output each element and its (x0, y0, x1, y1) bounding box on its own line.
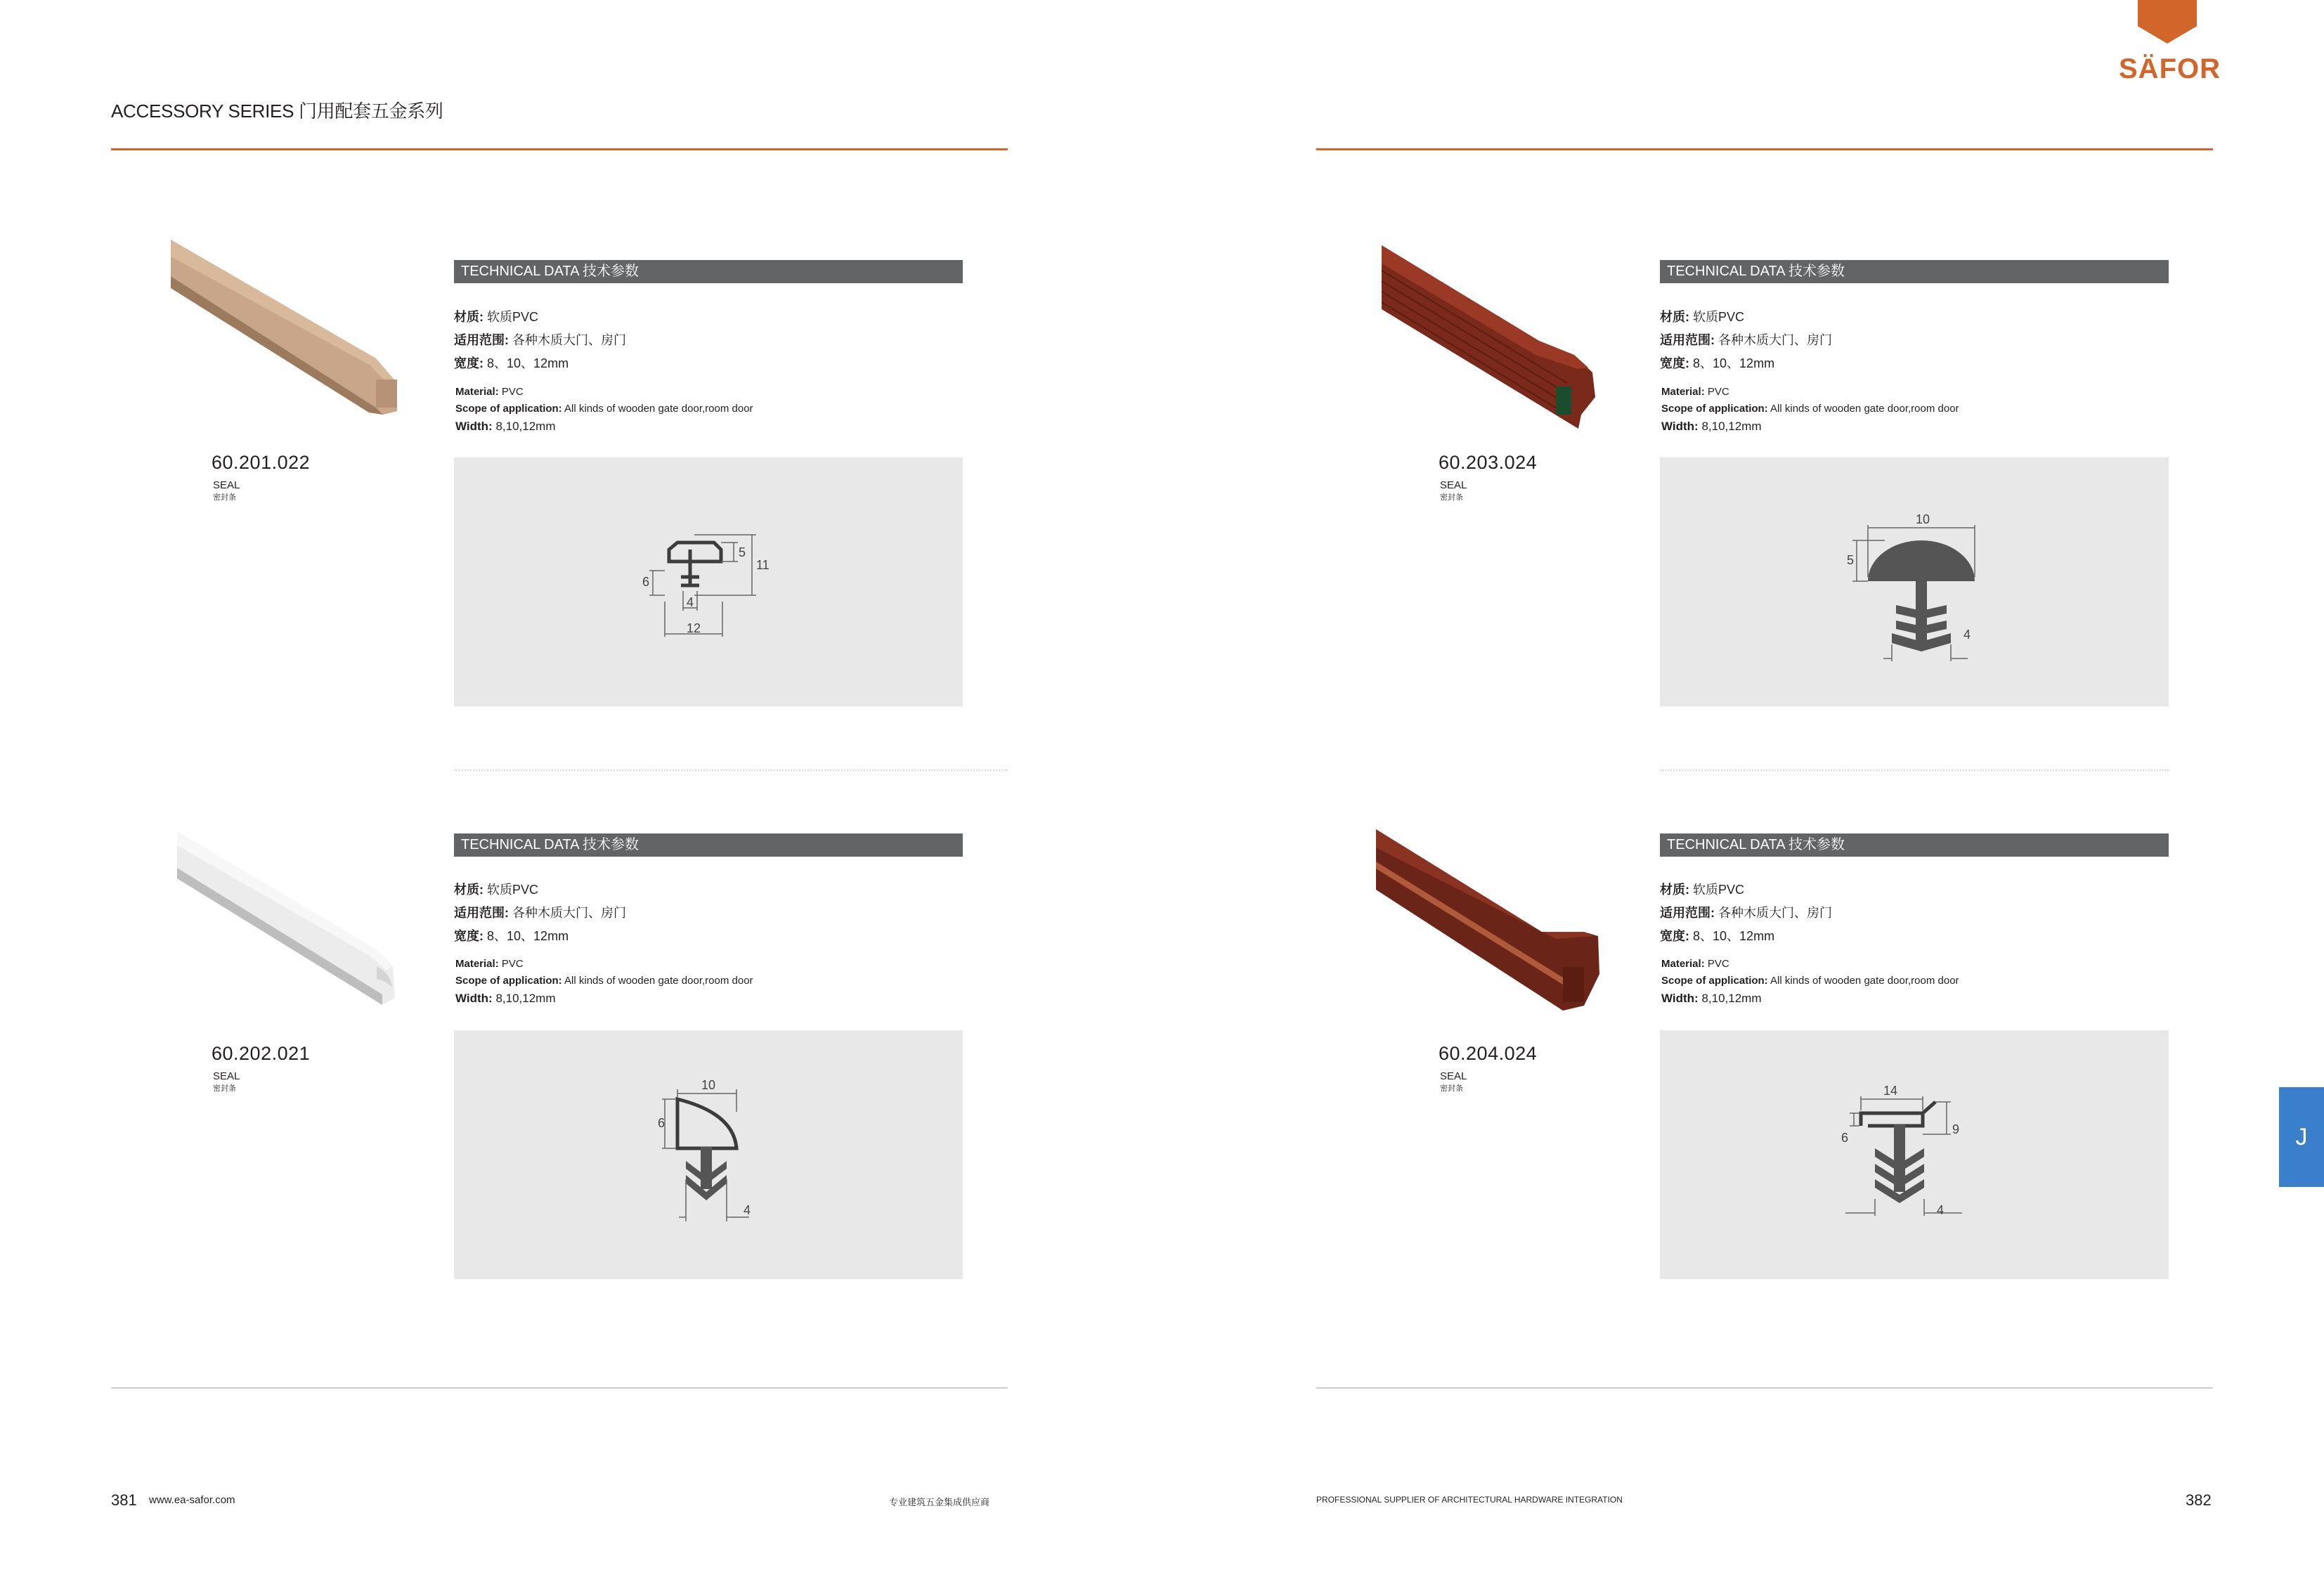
tech-data-bar: TECHNICAL DATA 技术参数 (454, 260, 963, 283)
spec-material-cn: 材质: 软质PVC (1660, 883, 1745, 897)
spec-material-en: Material: PVC (1661, 386, 1729, 398)
profile-drawing-60-201-022 (454, 457, 963, 706)
spec-material-en: Material: PVC (455, 958, 524, 970)
spec-width-cn: 宽度: 8、10、12mm (1660, 929, 1775, 943)
brand-badge-icon (2138, 0, 2197, 44)
product-code: 60.202.021 (212, 1043, 311, 1064)
spec-material-cn: 材质: 软质PVC (454, 883, 539, 897)
spec-material-cn: 材质: 软质PVC (454, 310, 539, 324)
spec-scope-cn: 适用范围: 各种木质大门、房门 (1660, 906, 1833, 920)
footer-rule-left (111, 1387, 1008, 1389)
dim-label: 10 (701, 1078, 716, 1092)
spec-width-en: Width: 8,10,12mm (1661, 420, 1762, 433)
spec-material-en: Material: PVC (455, 386, 524, 398)
spec-width-cn: 宽度: 8、10、12mm (454, 356, 569, 370)
product-photo-60-202-021 (171, 826, 403, 1008)
dim-label: 6 (658, 1116, 666, 1130)
dim-label: 10 (1916, 512, 1930, 526)
dim-label: 4 (1937, 1203, 1945, 1217)
product-code: 60.201.022 (212, 452, 311, 473)
product-kind-en: SEAL (213, 479, 240, 491)
page-number-right: 382 (2186, 1491, 2212, 1509)
header-rule-left (111, 148, 1008, 150)
dim-label: 9 (1952, 1122, 1960, 1136)
spec-width-cn: 宽度: 8、10、12mm (454, 929, 569, 943)
profile-head (677, 1099, 736, 1148)
spec-scope-en: Scope of application: All kinds of wooden gate door,room door (455, 403, 753, 415)
spec-width-cn: 宽度: 8、10、12mm (1660, 356, 1775, 370)
header-rule-right (1316, 148, 2213, 150)
footer-tagline-right: PROFESSIONAL SUPPLIER OF ARCHITECTURAL HARDWARE INTEGRATION (1316, 1495, 1623, 1505)
spec-material-cn: 材质: 软质PVC (1660, 310, 1745, 324)
spec-scope-cn: 适用范围: 各种木质大门、房门 (1660, 333, 1833, 347)
profile-drawing-60-204-024 (1660, 1030, 2169, 1279)
spec-width-en: Width: 8,10,12mm (455, 420, 556, 433)
dim-label: 4 (744, 1203, 751, 1217)
spec-scope-cn: 适用范围: 各种木质大门、房门 (454, 906, 627, 920)
spec-scope-en: Scope of application: All kinds of wooden gate door,room door (1661, 403, 1959, 415)
series-title: ACCESSORY SERIES 门用配套五金系列 (111, 100, 443, 122)
product-kind-cn: 密封条 (213, 493, 236, 502)
page-number-left: 381 (111, 1491, 137, 1509)
profile-head (669, 543, 721, 562)
dim-label: 12 (687, 621, 701, 635)
tech-data-bar: TECHNICAL DATA 技术参数 (454, 833, 963, 857)
spec-width-en: Width: 8,10,12mm (455, 992, 556, 1005)
tech-data-bar: TECHNICAL DATA 技术参数 (1660, 833, 2169, 857)
product-code: 60.203.024 (1439, 452, 1538, 473)
product-kind-cn: 密封条 (1440, 493, 1463, 502)
row-divider-left (454, 770, 1008, 771)
dim-label: 6 (1841, 1131, 1849, 1145)
dim-label: 6 (642, 575, 650, 589)
product-code: 60.204.024 (1439, 1043, 1538, 1064)
profile-head (1868, 540, 1975, 581)
spec-scope-en: Scope of application: All kinds of wooden gate door,room door (1661, 975, 1959, 987)
profile-drawing-60-202-021 (454, 1030, 963, 1279)
dim-label: 5 (1847, 553, 1855, 567)
section-tab[interactable]: J (2279, 1087, 2324, 1187)
spec-material-en: Material: PVC (1661, 958, 1729, 970)
product-photo-60-201-022 (165, 235, 404, 418)
dim-label: 14 (1883, 1084, 1898, 1098)
row-divider-right (1660, 770, 2169, 771)
footer-tagline-left: 专业建筑五金集成供应商 (889, 1497, 990, 1507)
product-kind-cn: 密封条 (213, 1084, 236, 1093)
product-kind-cn: 密封条 (1440, 1084, 1463, 1093)
product-kind-en: SEAL (1440, 479, 1467, 491)
footer-rule-right (1316, 1387, 2213, 1389)
brand-logo (2119, 0, 2221, 85)
dim-label: 5 (739, 545, 746, 559)
profile-drawing-60-203-024 (1660, 457, 2169, 706)
dim-label: 4 (1963, 628, 1971, 642)
product-photo-60-204-024 (1373, 826, 1612, 1013)
tech-data-bar: TECHNICAL DATA 技术参数 (1660, 260, 2169, 283)
product-photo-60-203-024 (1377, 242, 1602, 432)
website-link[interactable]: www.ea-safor.com (149, 1494, 235, 1506)
profile-head (1861, 1113, 1923, 1126)
spec-width-en: Width: 8,10,12mm (1661, 992, 1762, 1005)
dim-label: 4 (687, 595, 694, 609)
spec-scope-cn: 适用范围: 各种木质大门、房门 (454, 333, 627, 347)
dim-label: 11 (756, 558, 770, 572)
product-kind-en: SEAL (213, 1070, 240, 1082)
brand-wordmark: SÄFOR (2119, 53, 2221, 84)
product-kind-en: SEAL (1440, 1070, 1467, 1082)
profile-stem (681, 550, 699, 587)
spec-scope-en: Scope of application: All kinds of wooden gate door,room door (455, 975, 753, 987)
